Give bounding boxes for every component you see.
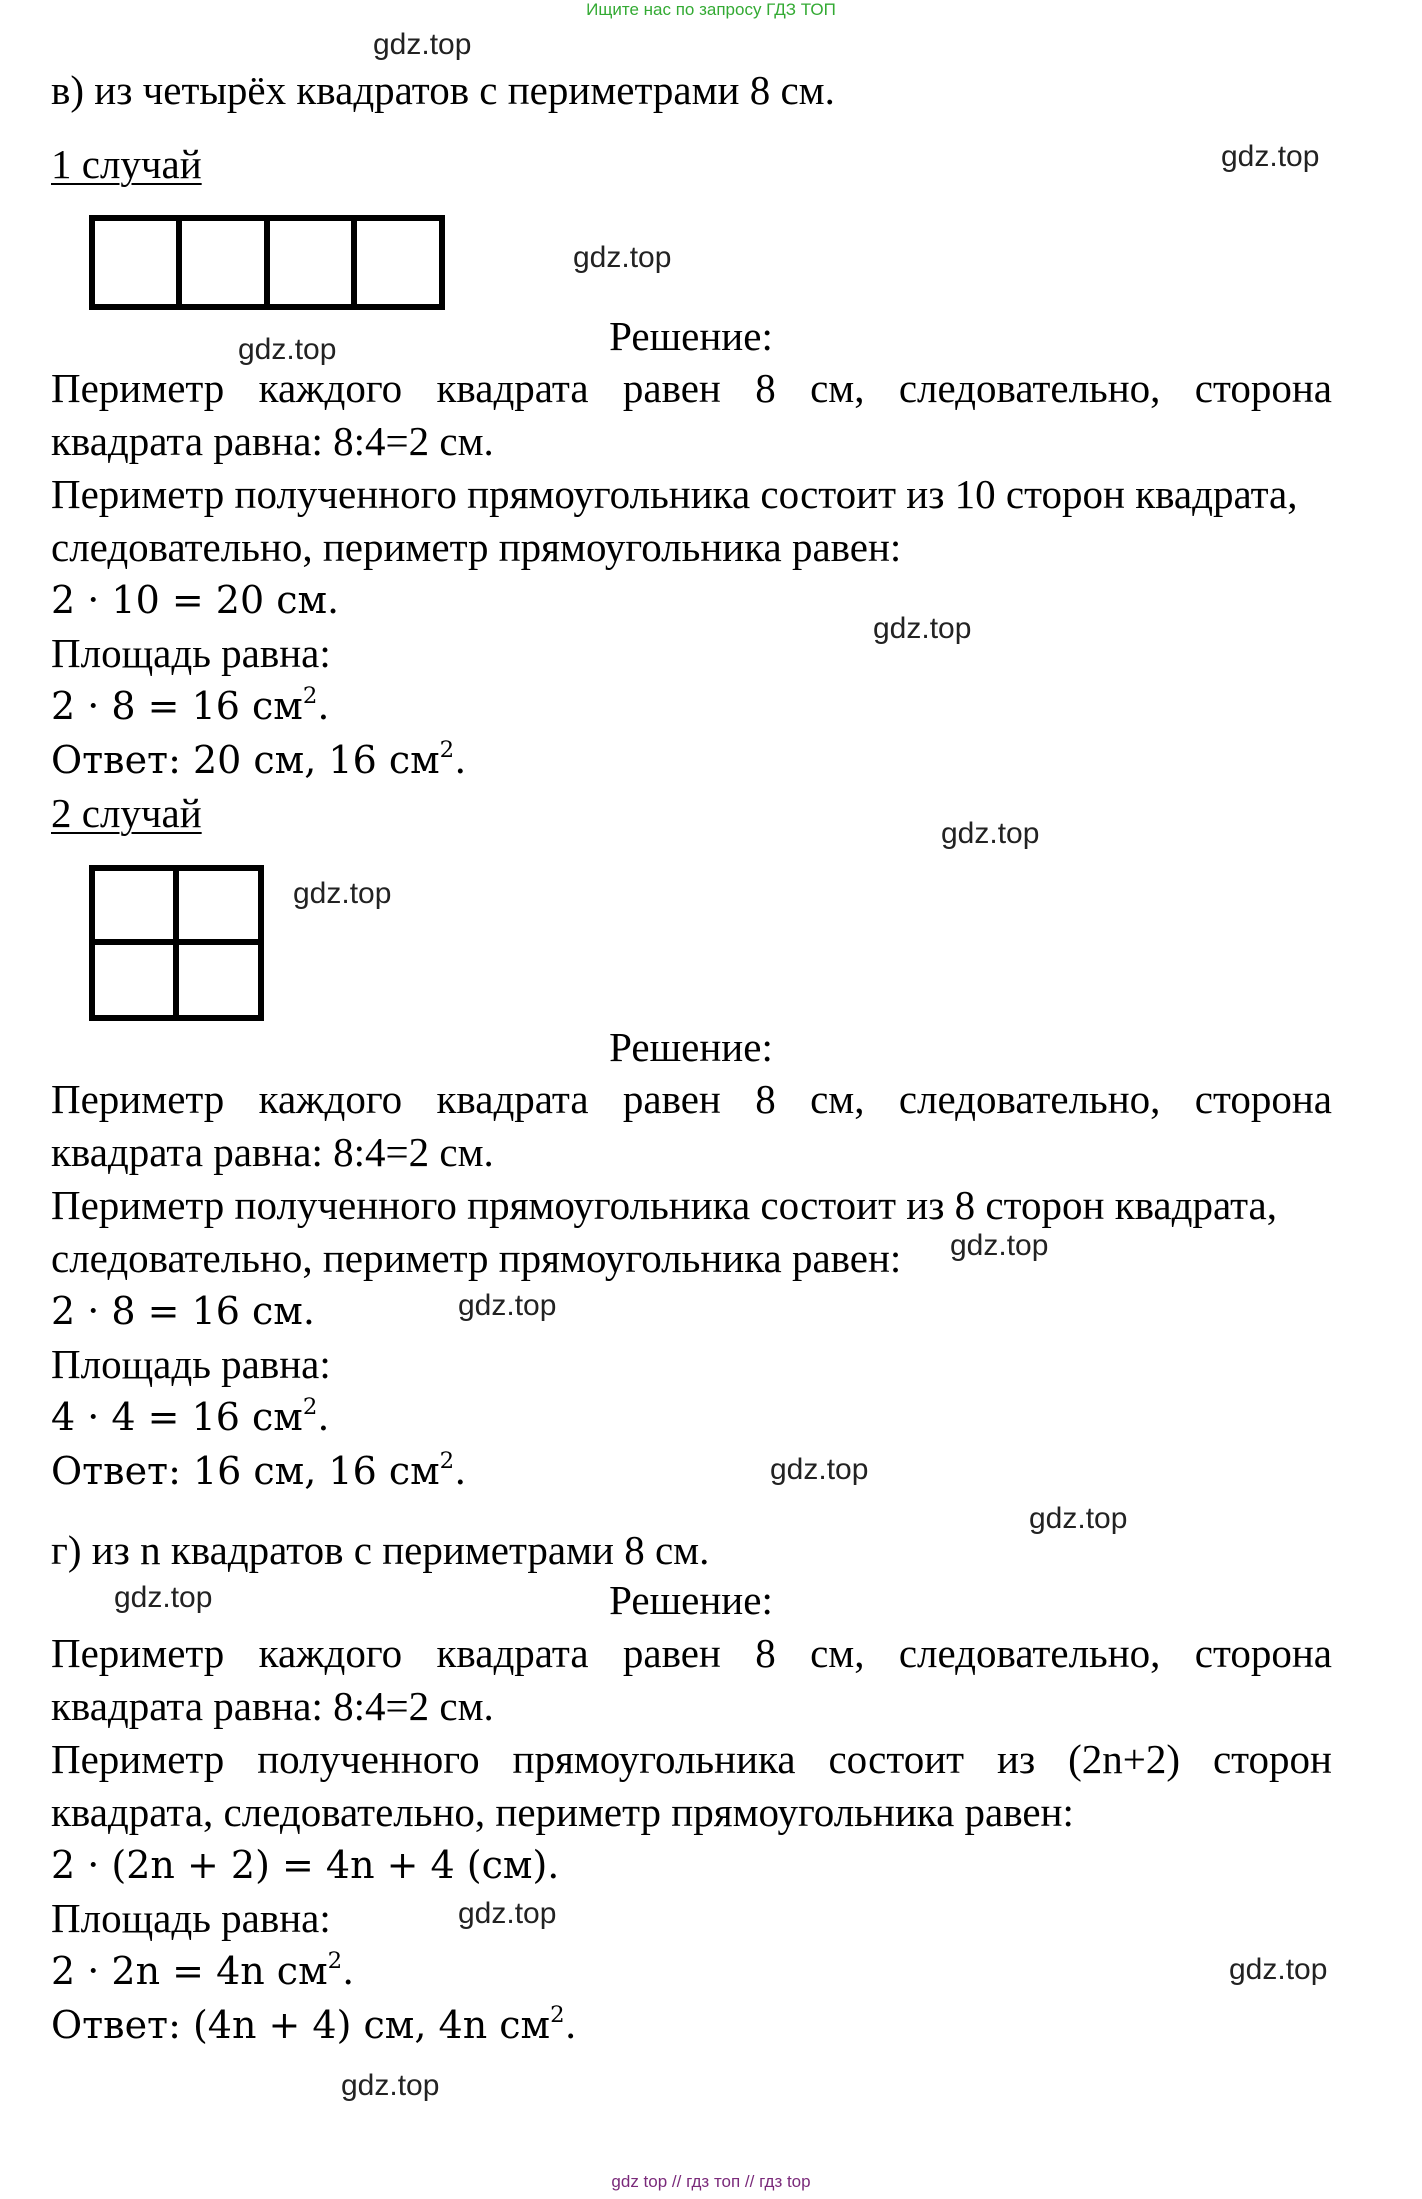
watermark: gdz.top — [873, 612, 972, 645]
watermark: gdz.top — [1229, 1953, 1328, 1986]
part-g-solution-label: Решение: — [609, 1577, 773, 1623]
part-g-perimeter-equation: 2 · (2n + 2) = 4n + 4 (см). — [51, 1843, 560, 1887]
watermark: gdz.top — [458, 1897, 557, 1930]
watermark: gdz.top — [458, 1289, 557, 1322]
case1-paragraph1-line1: Периметр каждого квадрата равен 8 см, следовательно, сторона — [51, 365, 1332, 411]
watermark: gdz.top — [293, 877, 392, 910]
watermark: gdz.top — [1029, 1502, 1128, 1535]
case1-solution-label: Решение: — [609, 313, 773, 359]
case2-area-label: Площадь равна: — [51, 1341, 331, 1387]
case1-paragraph2-line1: Периметр полученного прямоугольника состоит из 10 сторон квадрата, — [51, 471, 1298, 517]
case2-area-equation: 4 · 4 = 16 $см^2$. — [51, 1394, 330, 1439]
case2-label: 2 случай — [51, 790, 202, 836]
case2-paragraph1-line1: Периметр каждого квадрата равен 8 см, следовательно, сторона — [51, 1076, 1332, 1122]
case2-answer: Ответ: 16 см, 16 $см^2$. — [51, 1448, 467, 1493]
watermark: gdz.top — [1221, 140, 1320, 173]
header-note: Ищите нас по запросу ГДЗ ТОП — [586, 0, 836, 19]
case1-area-label: Площадь равна: — [51, 630, 331, 676]
watermark: gdz.top — [373, 28, 472, 61]
case2-solution-label: Решение: — [609, 1024, 773, 1070]
two-by-two-squares-figure — [88, 864, 268, 1024]
case1-paragraph1-line2: квадрата равна: 8:4=2 см. — [51, 418, 494, 464]
part-g-paragraph1-line1: Периметр каждого квадрата равен 8 см, следовательно, сторона — [51, 1630, 1332, 1676]
case1-area-equation: 2 · 8 = 16 $см^2$. — [51, 683, 330, 728]
footer-note: gdz top // гдз топ // гдз top — [611, 2172, 811, 2191]
four-squares-row-figure — [88, 214, 448, 314]
part-g-area-equation: 2 · 2n = 4n $см^2$. — [51, 1948, 355, 1993]
watermark: gdz.top — [238, 333, 337, 366]
watermark: gdz.top — [114, 1581, 213, 1614]
part-g-paragraph2-line1: Периметр полученного прямоугольника состоит из (2n+2) сторон — [51, 1736, 1332, 1782]
watermark: gdz.top — [950, 1229, 1049, 1262]
part-g-answer: Ответ: (4n + 4) см, 4n $см^2$. — [51, 2002, 577, 2047]
case1-answer: Ответ: 20 см, 16 $см^2$. — [51, 737, 467, 782]
part-g-paragraph2-line2: квадрата, следовательно, периметр прямоугольника равен: — [51, 1789, 1074, 1835]
watermark: gdz.top — [770, 1453, 869, 1486]
watermark: gdz.top — [573, 241, 672, 274]
watermark: gdz.top — [341, 2069, 440, 2102]
case2-paragraph2-line1: Периметр полученного прямоугольника состоит из 8 сторон квадрата, — [51, 1182, 1277, 1228]
part-g-area-label: Площадь равна: — [51, 1895, 331, 1941]
case1-paragraph2-line2: следовательно, периметр прямоугольника равен: — [51, 524, 902, 570]
part-g-paragraph1-line2: квадрата равна: 8:4=2 см. — [51, 1683, 494, 1729]
case2-paragraph1-line2: квадрата равна: 8:4=2 см. — [51, 1129, 494, 1175]
case2-perimeter-equation: 2 · 8 = 16 см. — [51, 1289, 315, 1333]
part-v-title: в) из четырёх квадратов с периметрами 8 см. — [51, 67, 835, 113]
case1-perimeter-equation: 2 · 10 = 20 см. — [51, 578, 340, 622]
case2-paragraph2-line2: следовательно, периметр прямоугольника равен: — [51, 1235, 902, 1281]
part-g-title: г) из n квадратов с периметрами 8 см. — [51, 1527, 710, 1573]
watermark: gdz.top — [941, 817, 1040, 850]
case1-label: 1 случай — [51, 141, 202, 187]
